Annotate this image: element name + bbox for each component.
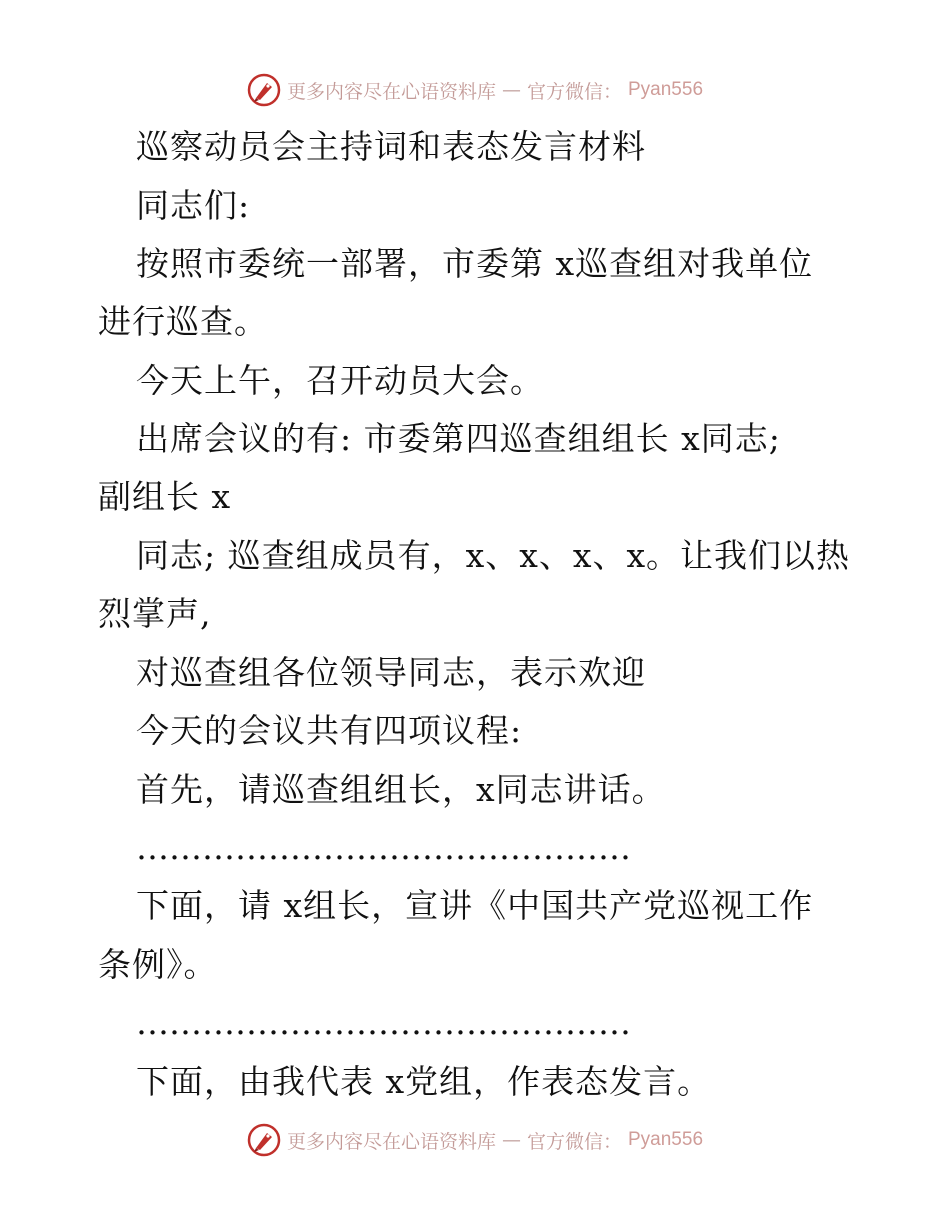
document-line: 副组长 x (98, 477, 232, 516)
watermark-library-text: 更多内容尽在心语资料库 (286, 1130, 496, 1153)
document-line: 同志; 巡查组成员有，x、x、x、x。让我们以热 (136, 536, 851, 575)
document-line: 出席会议的有: 市委第四巡查组组长 x同志; (136, 419, 781, 458)
document-line: 烈掌声, (98, 594, 212, 633)
document-line: 按照市委统一部署，市委第 x巡查组对我单位 (136, 244, 814, 283)
document-line: 首先，请巡查组组长，x同志讲话。 (136, 770, 666, 809)
pen-nib-logo-icon (247, 73, 281, 107)
document-line: 今天的会议共有四项议程: (136, 711, 523, 750)
header-watermark (0, 70, 950, 110)
document-line: 进行巡查。 (98, 302, 268, 341)
watermark-wechat-id: Pyan556 (628, 79, 704, 100)
document-line: 条例》。 (98, 945, 218, 984)
watermark-separator: — (501, 1129, 521, 1151)
watermark-separator: — (501, 79, 521, 101)
watermark-library-text: 更多内容尽在心语资料库 (286, 80, 496, 103)
document-line: 今天上午，召开动员大会。 (136, 361, 544, 400)
watermark-wechat-label: 官方微信： (526, 1130, 622, 1153)
document-title: 巡察动员会主持词和表态发言材料 (136, 127, 646, 166)
pen-nib-logo-icon (247, 1123, 281, 1157)
footer-watermark (0, 1120, 950, 1160)
document-line: 同志们: (136, 186, 251, 225)
document-line: 下面，由我代表 x党组，作表态发言。 (136, 1062, 712, 1101)
document-line: 下面，请 x组长，宣讲《中国共产党巡视工作 (136, 886, 814, 925)
watermark-wechat-id: Pyan556 (628, 1129, 704, 1150)
document-ellipsis-line: ……………………………………… (136, 1003, 631, 1042)
watermark-wechat-label: 官方微信： (526, 80, 622, 103)
document-line: 对巡查组各位领导同志，表示欢迎 (136, 653, 646, 692)
document-ellipsis-line: ……………………………………… (136, 828, 631, 867)
